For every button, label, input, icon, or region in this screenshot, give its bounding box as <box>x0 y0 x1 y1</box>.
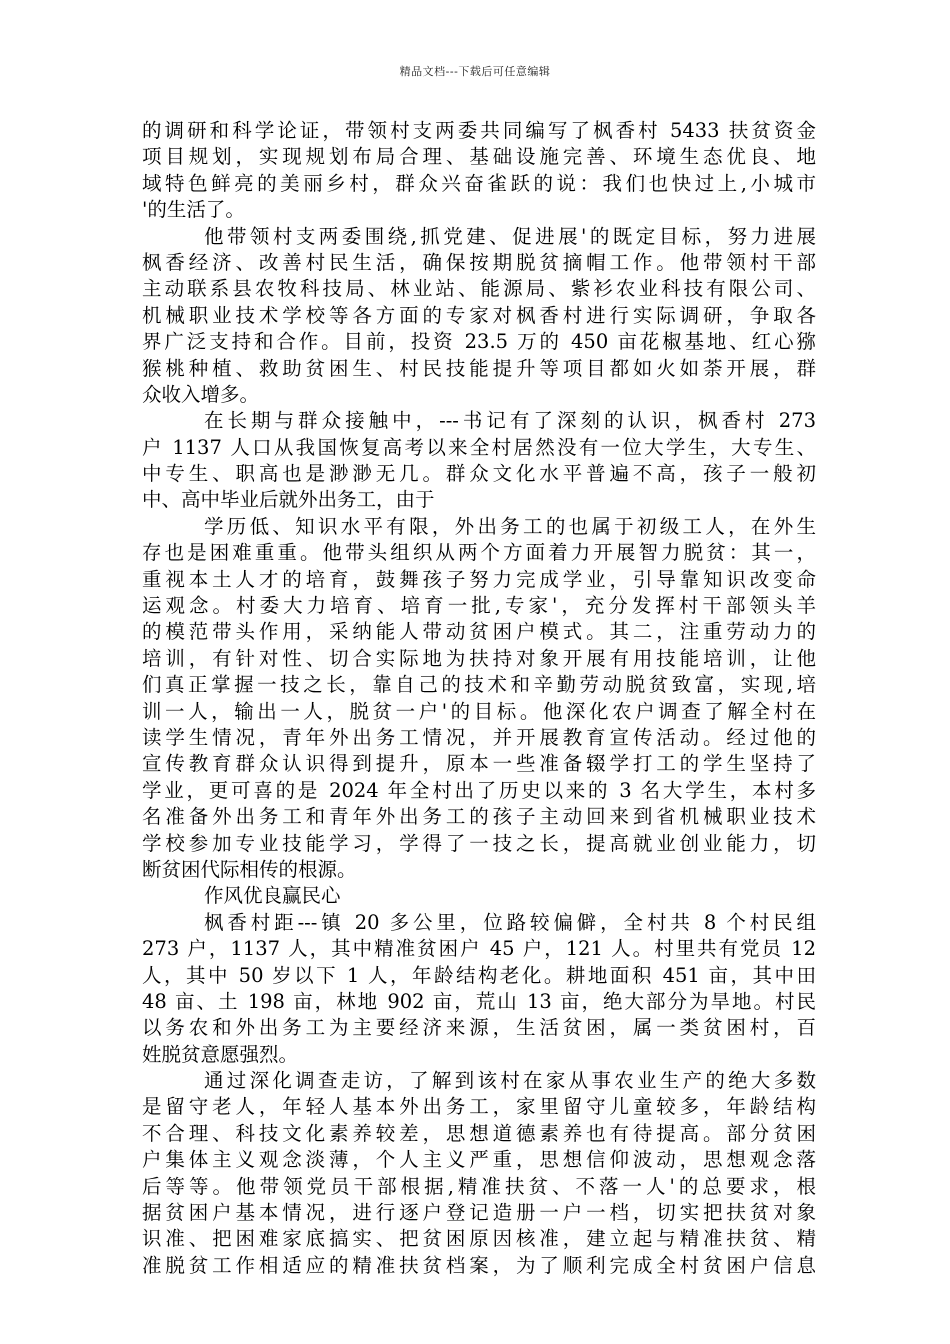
text-line: 的模范带头作用，采纳能人带动贫困户模式。其二，注重劳动力的 <box>142 620 816 644</box>
text-line: 们真正掌握一技之长，靠自己的技术和辛勤劳动脱贫致富，实现,培 <box>142 673 816 697</box>
text-line: 的调研和科学论证，带领村支两委共同编写了枫香村 5433 扶贫资金 <box>142 119 816 142</box>
text-line: 界广泛支持和合作。目前，投资 23.5 万的 450 亩花椒基地、红心猕 <box>142 330 816 354</box>
text-line: 域特色鲜亮的美丽乡村，群众兴奋雀跃的说：我们也快过上,小城市 <box>142 171 816 195</box>
text-line: 人，其中 50 岁以下 1 人，年龄结构老化。耕地面积 451 亩，其中田 <box>142 963 816 987</box>
text-line: 通过深化调查走访，了解到该村在家从事农业生产的绝大多数 <box>204 1069 816 1093</box>
text-line: 项目规划，实现规划布局合理、基础设施完善、环境生态优良、地 <box>142 145 816 169</box>
text-line: 主动联系县农牧科技局、林业站、能源局、紫衫农业科技有限公司、 <box>142 277 816 301</box>
text-line: 学业，更可喜的是 2024 年全村出了历史以来的 3 名大学生，本村多 <box>142 778 816 802</box>
section-heading: 作风优良赢民心 <box>204 884 341 908</box>
text-line: 户集体主义观念淡薄，个人主义严重，思想信仰波动，思想观念落 <box>142 1148 816 1172</box>
text-line: 中专生、职高也是渺渺无几。群众文化水平普遍不高，孩子一般初 <box>142 462 816 486</box>
text-line: 读学生情况，青年外出务工情况，并开展教育宣传活动。经过他的 <box>142 725 816 749</box>
text-line: 273 户，1137 人，其中精准贫困户 45 户，121 人。村里共有党员 12 <box>142 937 816 961</box>
text-line: 姓脱贫意愿强烈。 <box>142 1042 299 1066</box>
text-line: 枫香经济、改善村民生活，确保按期脱贫摘帽工作。他带领村干部 <box>142 250 816 274</box>
text-line: 机械职业技术学校等各方面的专家对枫香村进行实际调研，争取各 <box>142 303 816 327</box>
text-line: 后等等。他带领党员干部根据,精准扶贫、不落一人'的总要求，根 <box>142 1174 816 1198</box>
text-line: 学历低、知识水平有限，外出务工的也属于初级工人，在外生 <box>204 514 816 538</box>
text-line: 学校参加专业技能学习，学得了一技之长，提高就业创业能力，切 <box>142 831 816 855</box>
text-line: 重视本土人才的培育，鼓舞孩子努力完成学业，引导靠知识改变命 <box>142 567 816 591</box>
text-line: 他带领村支两委围绕,抓党建、促进展'的既定目标，努力进展 <box>204 224 816 248</box>
text-line: 在长期与群众接触中，---书记有了深刻的认识，枫香村 273 <box>204 409 816 433</box>
text-line: 存也是困难重重。他带头组织从两个方面着力开展智力脱贫：其一， <box>142 541 816 565</box>
text-line: 训一人，输出一人，脱贫一户'的目标。他深化农户调查了解全村在 <box>142 699 816 723</box>
page-header: 精品文档---下载后可任意编辑 <box>399 65 551 78</box>
text-line: 宣传教育群众认识得到提升，原本一些准备辍学打工的学生坚持了 <box>142 752 816 776</box>
text-line: 识准、把困难家底搞实、把贫困原因核准，建立起与精准扶贫、精 <box>142 1227 816 1251</box>
text-line: 户 1137 人口从我国恢复高考以来全村居然没有一位大学生，大专生、 <box>142 435 816 459</box>
text-line: 据贫困户基本情况，进行逐户登记造册一户一档，切实把扶贫对象 <box>142 1201 816 1225</box>
text-line: 众收入增多。 <box>142 382 260 406</box>
text-line: 中、高中毕业后就外出务工，由于 <box>142 488 435 512</box>
text-line: '的生活了。 <box>142 198 245 222</box>
text-line: 不合理、科技文化素养较差，思想道德素养也有待提高。部分贫困 <box>142 1121 816 1145</box>
text-line: 名准备外出务工和青年外出务工的孩子主动回来到省机械职业技术 <box>142 805 816 829</box>
text-line: 运观念。村委大力培育、培育一批,专家'，充分发挥村干部领头羊 <box>142 594 816 618</box>
text-line: 培训，有针对性、切合实际地为扶持对象开展有用技能培训，让他 <box>142 646 816 670</box>
text-line: 准脱贫工作相适应的精准扶贫档案，为了顺利完成全村贫困户信息 <box>142 1253 816 1277</box>
text-line: 枫香村距---镇 20 多公里，位路较偏僻，全村共 8 个村民组 <box>204 910 816 934</box>
text-line: 48 亩、土 198 亩，林地 902 亩，荒山 13 亩，绝大部分为旱地。村民 <box>142 989 816 1013</box>
text-line: 断贫困代际相传的根源。 <box>142 857 357 881</box>
text-line: 猴桃种植、救助贫困生、村民技能提升等项目都如火如荼开展，群 <box>142 356 816 380</box>
text-line: 以务农和外出务工为主要经济来源，生活贫困，属一类贫困村，百 <box>142 1016 816 1040</box>
text-line: 是留守老人，年轻人基本外出务工，家里留守儿童较多，年龄结构 <box>142 1095 816 1119</box>
document-body <box>142 118 816 1279</box>
